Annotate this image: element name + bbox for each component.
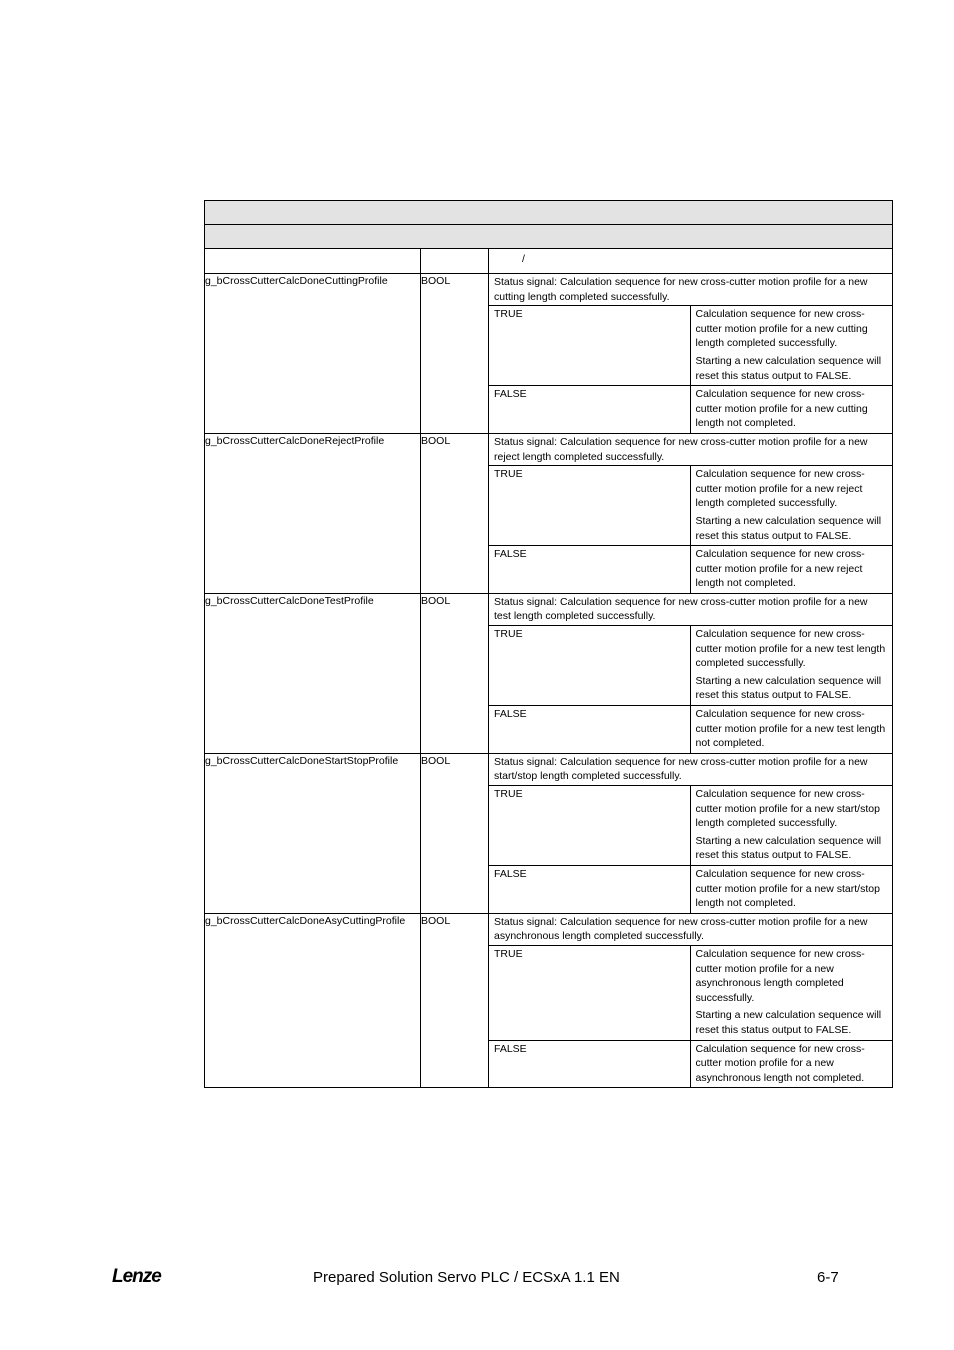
value-row-true	[489, 466, 892, 546]
value-note: Starting a new calculation sequence will reset this status output to FALSE.	[695, 514, 882, 542]
table-header-row-2	[205, 225, 893, 249]
value-label: FALSE	[489, 386, 690, 433]
value-meaning: Calculation sequence for new cross-cutter motion profile for a new start/stop length not completed.	[690, 865, 892, 912]
value-meaning: Calculation sequence for new cross-cutter motion profile for a new cutting length not completed.	[690, 386, 892, 433]
value-meaning: Calculation sequence for new cross-cutter motion profile for a new asynchronous length completed successfully.	[695, 947, 865, 1004]
header-separator: /	[522, 253, 525, 265]
value-label: FALSE	[489, 546, 690, 593]
value-table	[489, 625, 892, 753]
variable-name: g_bCrossCutterCalcDoneRejectProfile	[205, 433, 421, 593]
data-type: BOOL	[421, 753, 489, 913]
value-label: TRUE	[489, 786, 690, 866]
value-meaning: Calculation sequence for new cross-cutter motion profile for a new start/stop length completed successfully.	[695, 788, 880, 830]
variable-description: Status signal: Calculation sequence for new cross-cutter motion profile for a new test length completed successfully.	[494, 595, 868, 623]
value-meaning: Calculation sequence for new cross-cutter motion profile for a new cutting length completed successfully.	[695, 308, 868, 350]
table-row	[205, 433, 893, 593]
value-row-true	[489, 306, 892, 386]
value-row-false	[489, 386, 892, 433]
value-meaning: Calculation sequence for new cross-cutter motion profile for a new asynchronous length not completed.	[690, 1040, 892, 1087]
data-type: BOOL	[421, 433, 489, 593]
value-note: Starting a new calculation sequence will reset this status output to FALSE.	[695, 834, 882, 862]
value-row-false	[489, 706, 892, 753]
table-row	[205, 913, 893, 1088]
value-row-true	[489, 786, 892, 866]
value-note: Starting a new calculation sequence will reset this status output to FALSE.	[695, 674, 882, 702]
value-meaning: Calculation sequence for new cross-cutter motion profile for a new reject length completed successfully.	[695, 468, 865, 510]
variable-name: g_bCrossCutterCalcDoneStartStopProfile	[205, 753, 421, 913]
table-row	[205, 753, 893, 913]
value-row-false	[489, 546, 892, 593]
value-table	[489, 945, 892, 1087]
variable-name: g_bCrossCutterCalcDoneTestProfile	[205, 593, 421, 753]
table-row	[205, 274, 893, 434]
variable-description: Status signal: Calculation sequence for new cross-cutter motion profile for a new reject length completed successfully.	[494, 435, 868, 463]
data-type: BOOL	[421, 913, 489, 1088]
value-meaning: Calculation sequence for new cross-cutter motion profile for a new reject length not completed.	[690, 546, 892, 593]
value-label: TRUE	[489, 466, 690, 546]
variable-name: g_bCrossCutterCalcDoneAsyCuttingProfile	[205, 913, 421, 1088]
value-label: FALSE	[489, 865, 690, 912]
variable-name: g_bCrossCutterCalcDoneCuttingProfile	[205, 274, 421, 434]
value-row-false	[489, 1040, 892, 1087]
table-header-row-1	[205, 201, 893, 225]
value-note: Starting a new calculation sequence will reset this status output to FALSE.	[695, 1009, 882, 1036]
value-label: FALSE	[489, 1040, 690, 1087]
value-label: TRUE	[489, 306, 690, 386]
variable-description: Status signal: Calculation sequence for new cross-cutter motion profile for a new asynchronous length completed successfully.	[494, 915, 868, 943]
variables-table	[204, 200, 893, 1088]
page-number: 6-7	[817, 1269, 839, 1286]
value-table	[489, 305, 892, 433]
value-note: Starting a new calculation sequence will reset this status output to FALSE.	[695, 354, 882, 382]
footer-title: Prepared Solution Servo PLC / ECSxA 1.1 EN	[313, 1269, 620, 1286]
value-table	[489, 465, 892, 593]
value-row-true	[489, 626, 892, 706]
value-row-true	[489, 945, 892, 1040]
value-row-false	[489, 865, 892, 912]
data-type: BOOL	[421, 274, 489, 434]
value-label: FALSE	[489, 706, 690, 753]
variable-description: Status signal: Calculation sequence for new cross-cutter motion profile for a new cutting length completed successfully.	[494, 276, 868, 303]
value-label: TRUE	[489, 626, 690, 706]
data-type: BOOL	[421, 593, 489, 753]
table-row	[205, 593, 893, 753]
value-meaning: Calculation sequence for new cross-cutter motion profile for a new test length not completed.	[690, 706, 892, 753]
value-meaning: Calculation sequence for new cross-cutter motion profile for a new test length completed successfully.	[695, 628, 886, 670]
lenze-logo: Lenze	[112, 1266, 161, 1287]
variable-description: Status signal: Calculation sequence for new cross-cutter motion profile for a new start/stop length completed successfully.	[494, 755, 868, 783]
table-header-row-3	[205, 249, 893, 274]
value-table	[489, 785, 892, 913]
value-label: TRUE	[489, 945, 690, 1040]
